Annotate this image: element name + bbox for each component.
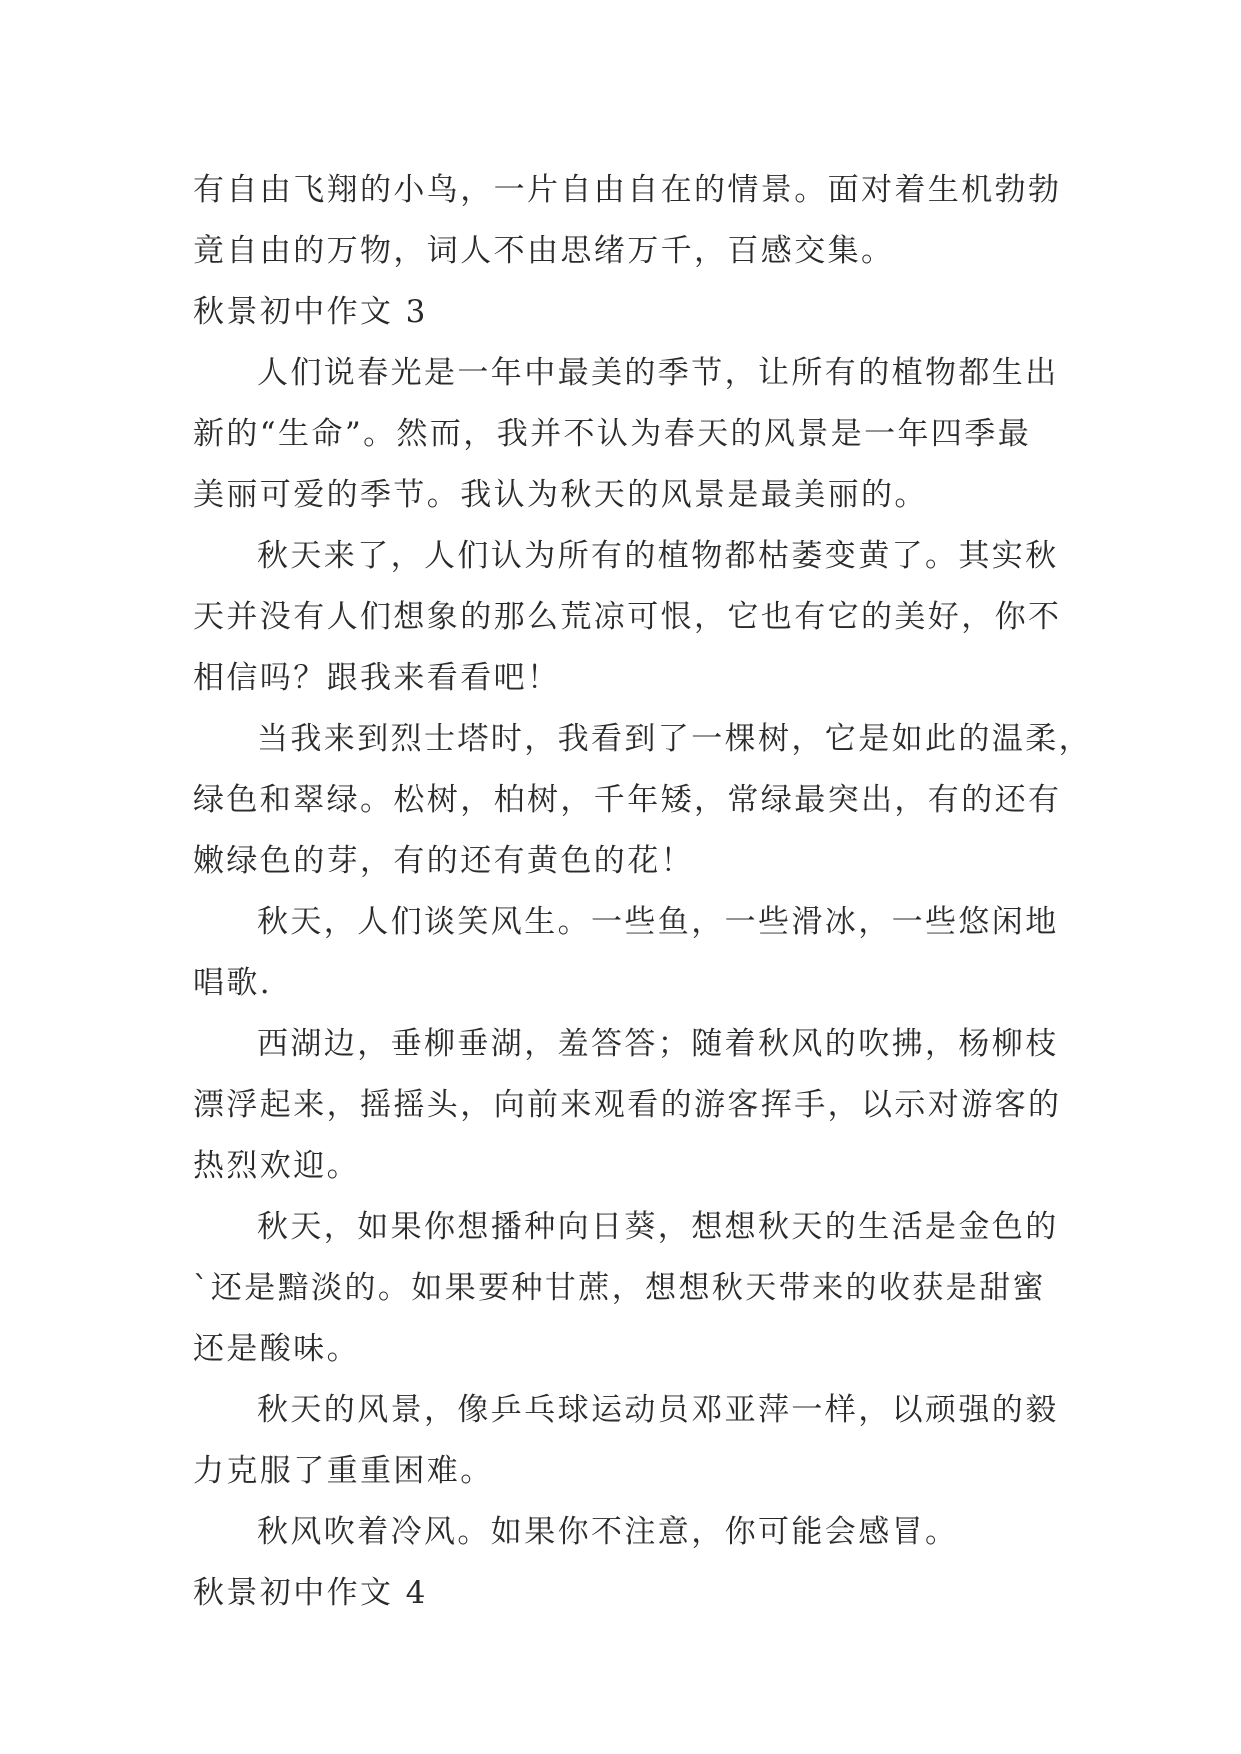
text-line: 西湖边，垂柳垂湖，羞答答；随着秋风的吹拂，杨柳枝: [257, 1026, 1059, 1062]
document-body: [193, 160, 1092, 1624]
text-line: 有自由飞翔的小鸟，一片自由自在的情景。面对着生机勃勃: [193, 172, 1062, 208]
text-line: 美丽可爱的季节。我认为秋天的风景是最美丽的。: [193, 477, 928, 513]
text-line: 竟自由的万物，词人不由思绪万千，百感交集。: [193, 233, 895, 269]
text-line: 漂浮起来，摇摇头，向前来观看的游客挥手，以示对游客的: [193, 1087, 1062, 1123]
text-line: 力克服了重重困难。: [193, 1453, 494, 1489]
text-line: 当我来到烈士塔时，我看到了一棵树，它是如此的温柔，: [257, 721, 1092, 757]
text-line: 秋天，人们谈笑风生。一些鱼，一些滑冰，一些悠闲地: [257, 904, 1059, 940]
text-line: 还是酸味。: [193, 1331, 360, 1367]
text-line: 秋天，如果你想播种向日葵，想想秋天的生活是金色的: [257, 1209, 1059, 1245]
text-line: 天并没有人们想象的那么荒凉可恨，它也有它的美好，你不: [193, 599, 1062, 635]
text-line: 唱歌.: [193, 965, 273, 1001]
text-line: 秋风吹着冷风。如果你不注意，你可能会感冒。: [257, 1514, 959, 1550]
text-line: 人们说春光是一年中最美的季节，让所有的植物都生出: [257, 355, 1059, 391]
section-heading: 秋景初中作文 3: [193, 294, 428, 330]
text-line: 热烈欢迎。: [193, 1148, 360, 1184]
text-line: `还是黯淡的。如果要种甘蔗，想想秋天带来的收获是甜蜜: [193, 1270, 1046, 1306]
text-line: 新的“生命”。然而，我并不认为春天的风景是一年四季最: [193, 416, 1032, 452]
section-heading: 秋景初中作文 4: [193, 1575, 428, 1611]
text-line: 秋天来了，人们认为所有的植物都枯萎变黄了。其实秋: [257, 538, 1059, 574]
text-line: 绿色和翠绿。松树，柏树，千年矮，常绿最突出，有的还有: [193, 782, 1062, 818]
text-line: 相信吗？跟我来看看吧！: [193, 660, 561, 696]
text-line: 秋天的风景，像乒乓球运动员邓亚萍一样，以顽强的毅: [257, 1392, 1059, 1428]
text-line: 嫩绿色的芽，有的还有黄色的花！: [193, 843, 694, 879]
